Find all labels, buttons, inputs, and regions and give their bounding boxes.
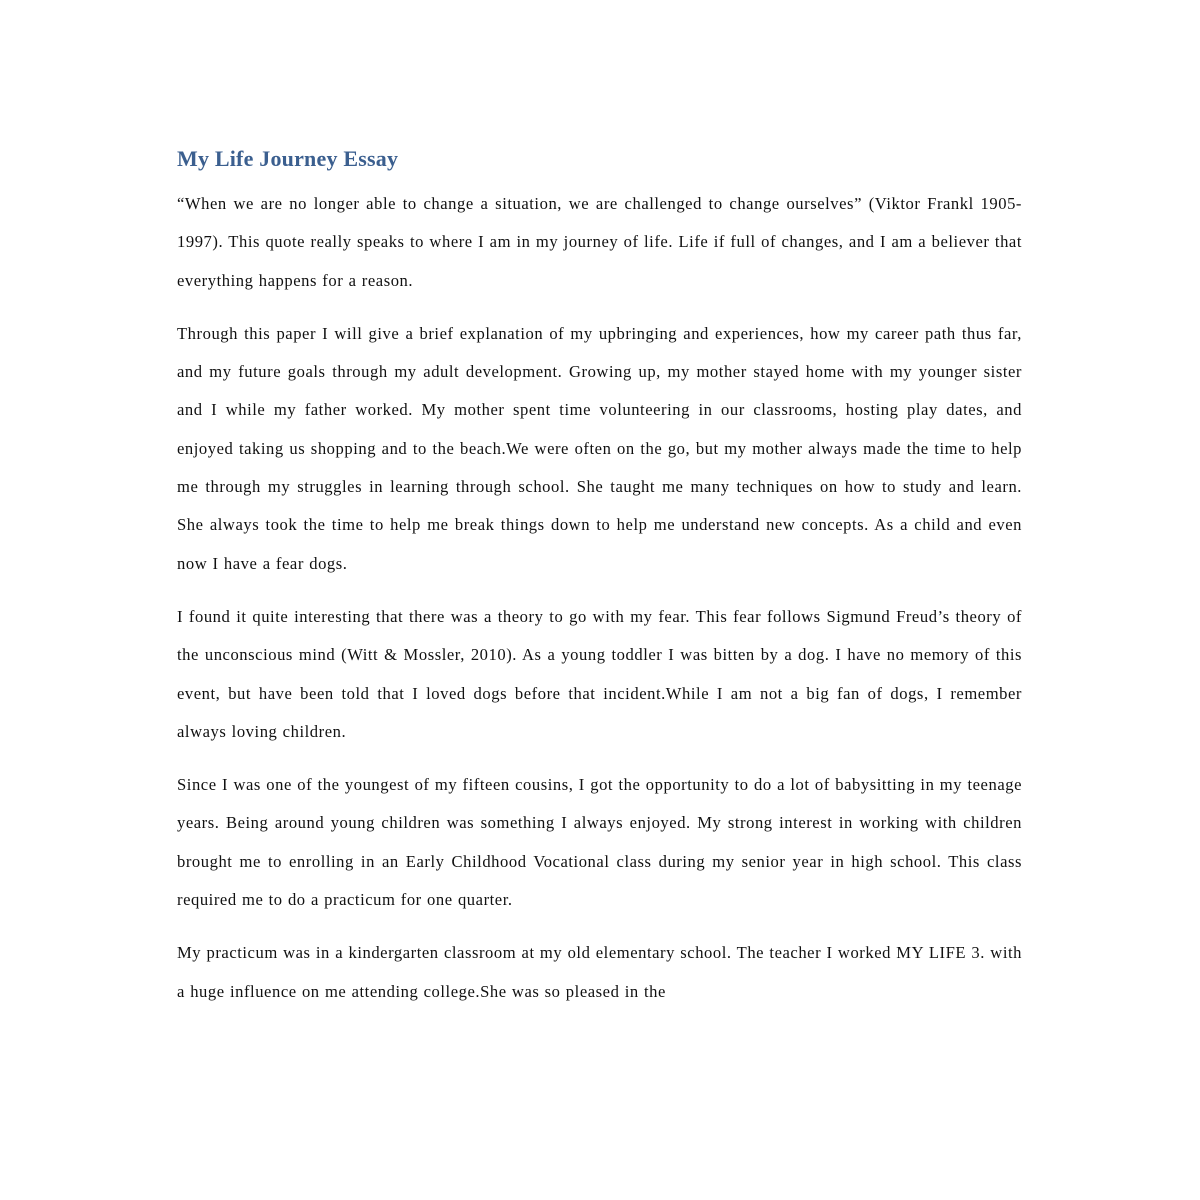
paragraph-intro: “When we are no longer able to change a situation, we are challenged to change ourselves” (Viktor Frankl 1905-1997). This quote really speaks to where I am in my journey of life. Life if full of changes, and I am a believer that everything happens for a reason. — [177, 194, 1022, 290]
paragraph-upbringing: Through this paper I will give a brief explanation of my upbringing and experiences, how my career path thus far, and my future goals through my adult development. Growing up, my mother stayed home with my younger sister and I while my father worked. My mother spent time volunteering in our classrooms, hosting play dates, and enjoyed taking us shopping and to the beach.We were often on the go, but my mother always made the time to help me through my struggles in learning through school. She taught me many techniques on how to study and learn. She always took the time to help me break things down to help me understand new concepts. As a child and even now I have a fear dogs. — [177, 323, 1022, 573]
document-title: My Life Journey Essay — [177, 146, 399, 171]
paragraph-babysitting: Since I was one of the youngest of my fifteen cousins, I got the opportunity to do a lot of babysitting in my teenage years. Being around young children was something I always enjoyed. My strong interest in working with children brought me to enrolling in an Early Childhood Vocational class during my senior year in high school. This class required me to do a practicum for one quarter. — [177, 775, 1022, 910]
paragraph-fear-theory: I found it quite interesting that there was a theory to go with my fear. This fear follows Sigmund Freud’s theory of the unconscious mind (Witt & Mossler, 2010). As a young toddler I was bitten by a dog. I have no memory of this event, but have been told that I loved dogs before that incident.While I am not a big fan of dogs, I remember always loving children. — [177, 606, 1022, 741]
paragraph-practicum: My practicum was in a kindergarten classroom at my old elementary school. The teacher I worked MY LIFE 3. with a huge influence on me attending college.She was so pleased in the — [177, 943, 1022, 1001]
document-body — [177, 143, 1022, 1011]
